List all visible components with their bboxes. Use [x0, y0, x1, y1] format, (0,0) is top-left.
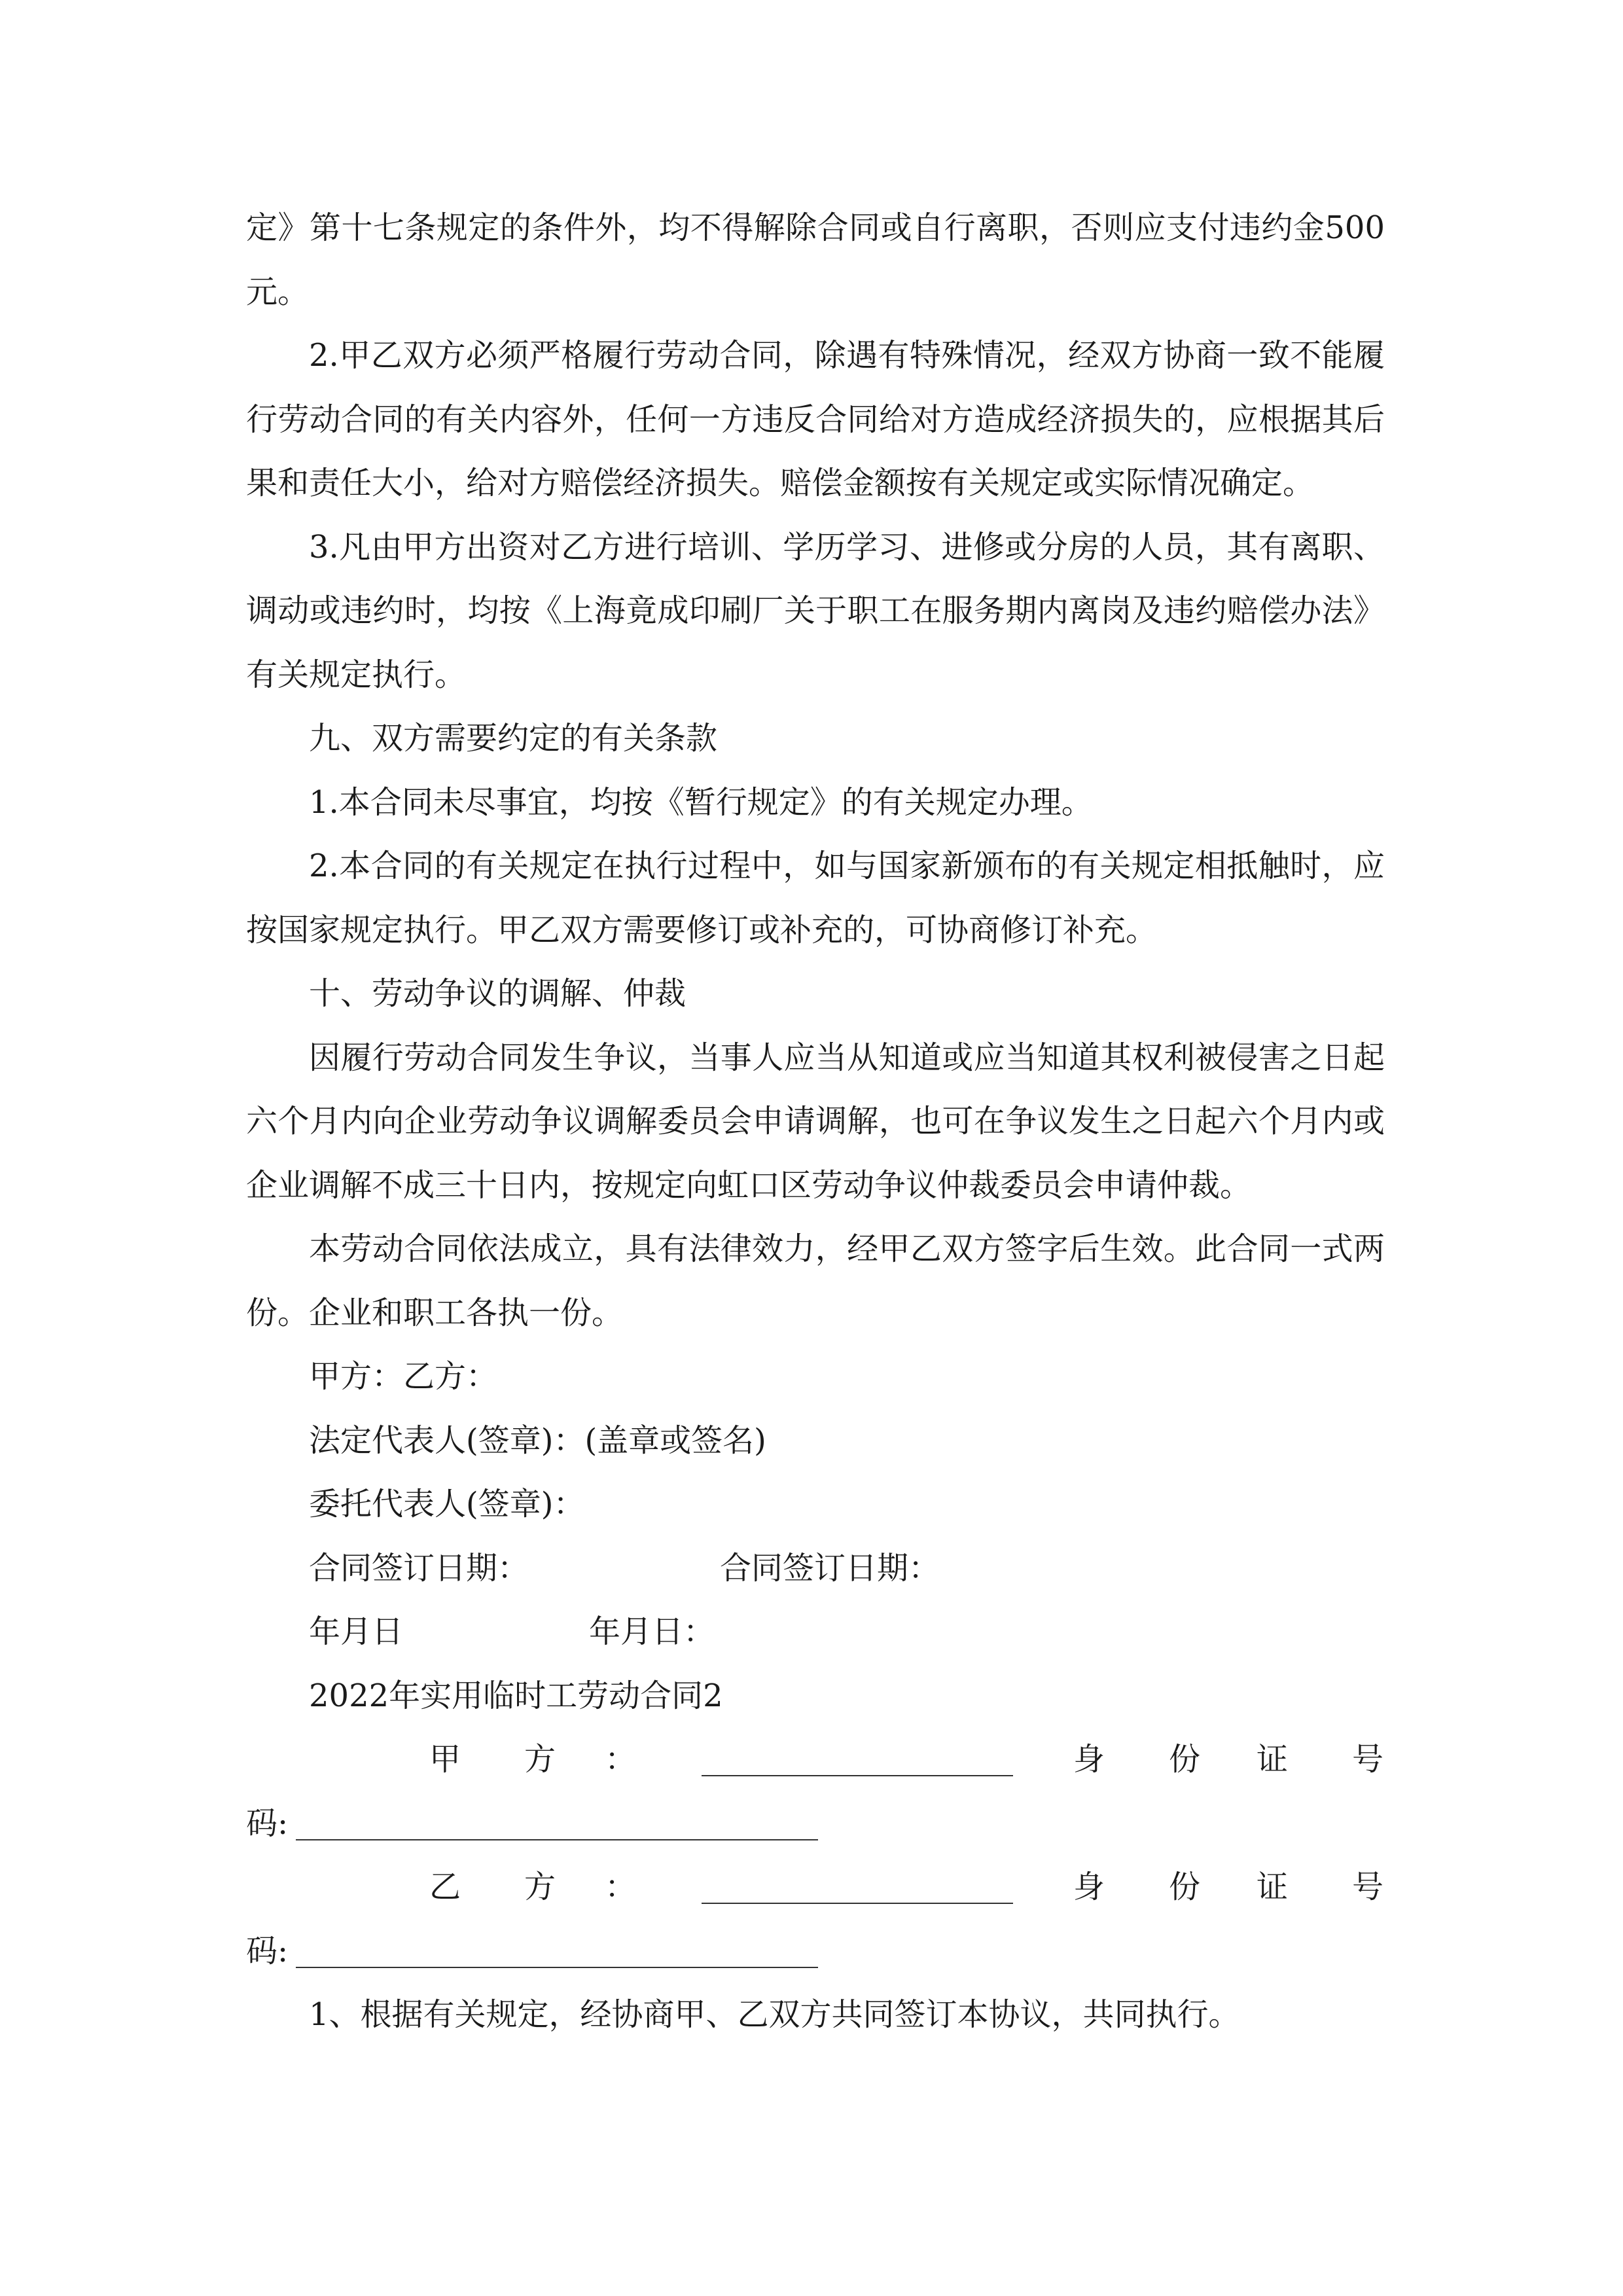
signature-legal-rep: 法定代表人(签章)：(盖章或签名): [309, 1422, 766, 1459]
party-a-label-2: 方: [524, 1741, 556, 1778]
signature-agent-rep: 委托代表人(签章)：: [309, 1486, 585, 1522]
party-a-id-label-1: 身: [1073, 1741, 1105, 1778]
document-body: [246, 196, 1385, 2047]
party-b-label-2: 方: [524, 1869, 556, 1905]
party-b-id-label-3: 证: [1257, 1869, 1289, 1905]
paragraph-clause-9-1: 1.本合同未尽事宜，均按《暂行规定》的有关规定办理。: [309, 783, 1093, 821]
sign-date-left: 合同签订日期：: [309, 1549, 529, 1587]
clause-1: 1、根据有关规定，经协商甲、乙双方共同签订本协议，共同执行。: [309, 1996, 1240, 2033]
ymd-left: 年月日: [309, 1613, 404, 1650]
party-a-name-blank[interactable]: [702, 1775, 1013, 1776]
paragraph-effectiveness: 本劳动合同依法成立，具有法律效力，经甲乙双方签字后生效。此合同一式两份。企业和职工各执一份。: [246, 1230, 1385, 1331]
party-a-code-label: 码:: [246, 1804, 289, 1842]
paragraph-clause-9-2: 2.本合同的有关规定在执行过程中，如与国家新颁布的有关规定相抵触时，应按国家规定执行。甲乙双方需要修订或补充的，可协商修订补充。: [246, 848, 1385, 948]
party-b-label-1: 乙: [429, 1869, 461, 1905]
paragraph-clause-8-3: 3.凡由甲方出资对乙方进行培训、学历学习、进修或分房的人员，其有离职、调动或违约时，均按《上海竟成印刷厂关于职工在服务期内离岗及违约赔偿办法》有关规定执行。: [246, 528, 1385, 693]
ymd-row: [246, 1600, 1385, 1664]
contract-2-title: 2022年实用临时工劳动合同2: [309, 1677, 723, 1714]
party-b-id-label-4: 号: [1352, 1869, 1384, 1905]
party-a-row: [246, 1728, 1385, 1792]
party-a-code-row: [246, 1792, 1385, 1856]
sign-date-right: 合同签订日期：: [720, 1549, 940, 1587]
paragraph-dispute: 因履行劳动合同发生争议，当事人应当从知道或应当知道其权利被侵害之日起六个月内向企业劳动争议调解委员会申请调解，也可在争议发生之日起六个月内或企业调解不成三十日内，按规定向虹口区劳动争议仲裁委员会申请仲裁。: [246, 1039, 1385, 1204]
section-heading-9: 九、双方需要约定的有关条款: [309, 720, 718, 757]
party-a-label-1: 甲: [429, 1741, 461, 1778]
party-b-id-blank[interactable]: [296, 1967, 818, 1968]
section-heading-10: 十、劳动争议的调解、仲裁: [309, 975, 687, 1012]
party-a-id-blank[interactable]: [296, 1839, 818, 1840]
party-b-name-blank[interactable]: [702, 1903, 1013, 1904]
sign-date-row: [246, 1537, 1385, 1601]
party-a-id-label-3: 证: [1257, 1741, 1289, 1778]
party-a-id-label-4: 号: [1352, 1741, 1384, 1778]
party-b-row: [246, 1856, 1385, 1920]
signature-parties: 甲方：乙方：: [309, 1358, 498, 1395]
ymd-right: 年月日：: [589, 1613, 715, 1650]
party-b-colon: ：: [605, 1869, 637, 1905]
paragraph-continuation: 定》第十七条规定的条件外，均不得解除合同或自行离职，否则应支付违约金500元。: [246, 209, 1385, 310]
party-a-colon: ：: [605, 1741, 637, 1778]
party-b-code-label: 码:: [246, 1932, 289, 1969]
party-b-code-row: [246, 1920, 1385, 1984]
party-b-id-label-2: 份: [1169, 1869, 1201, 1905]
party-a-id-label-2: 份: [1169, 1741, 1201, 1778]
paragraph-clause-8-2: 2.甲乙双方必须严格履行劳动合同，除遇有特殊情况，经双方协商一致不能履行劳动合同的有关内容外，任何一方违反合同给对方造成经济损失的，应根据其后果和责任大小，给对方赔偿经济损失。赔偿金额按有关规定或实际情况确定。: [246, 337, 1385, 501]
party-b-id-label-1: 身: [1073, 1869, 1105, 1905]
